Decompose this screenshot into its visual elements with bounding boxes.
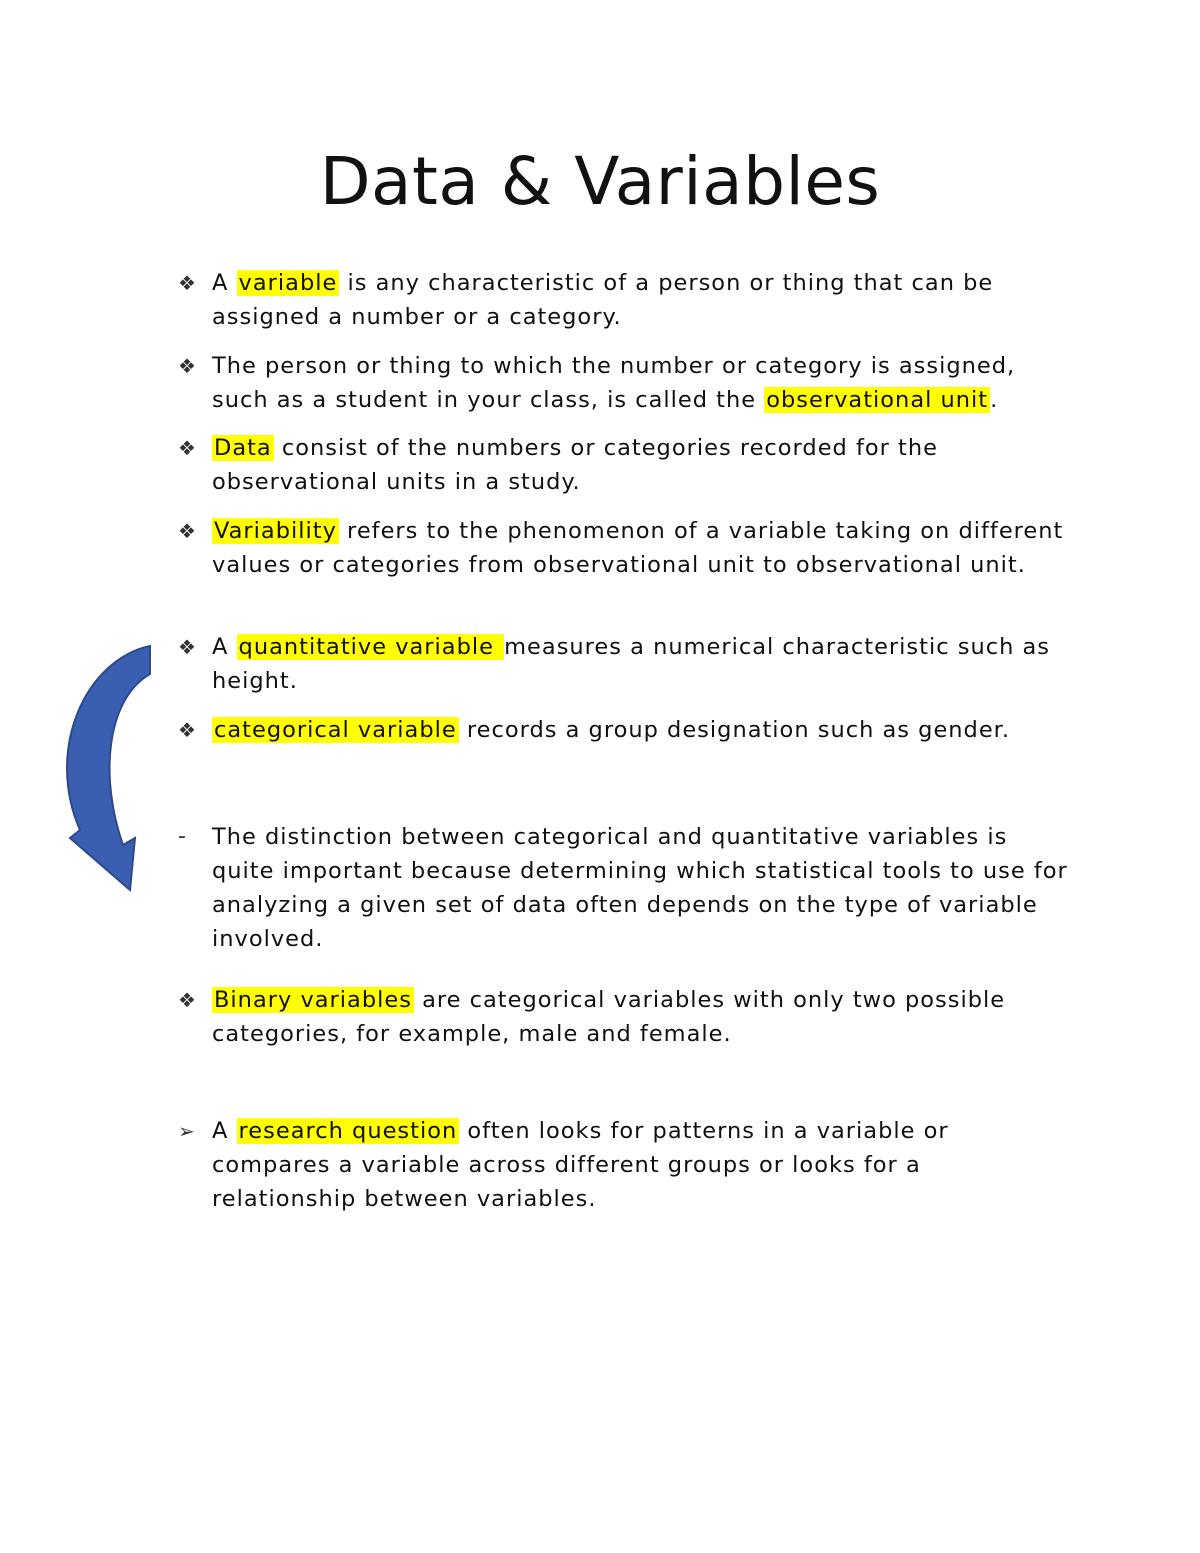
list-item-data: ❖ Data consist of the numbers or categories recorded for the observational units in a study. — [178, 431, 1068, 499]
dash-bullet-icon: - — [178, 824, 187, 849]
list-item-observational-unit: ❖ The person or thing to which the number or category is assigned, such as a student in your class, is called the observational unit. — [178, 349, 1068, 417]
highlighted-term: Data — [214, 435, 272, 461]
highlighted-term: Variability — [214, 518, 337, 544]
bullet-icon: ❖ — [178, 718, 197, 742]
highlighted-term: variable — [238, 270, 338, 296]
list-item-distinction: - The distinction between categorical and quantitative variables is quite important because determining which statistical tools to use for analyzing a given set of data often depends on the type of variable involved. — [178, 820, 1068, 956]
curved-arrow-icon — [55, 640, 155, 900]
highlighted-term: quantitative variable — [238, 634, 503, 660]
bullet-icon: ❖ — [178, 519, 197, 543]
bullet-icon: ❖ — [178, 271, 197, 295]
list-item-categorical-variable: ❖ categorical variable records a group designation such as gender. — [178, 713, 1068, 747]
bullet-icon: ❖ — [178, 354, 197, 378]
highlighted-term: observational unit — [766, 387, 989, 413]
bullet-icon: ❖ — [178, 436, 197, 460]
list-item-research-question: ➢ A research question often looks for patterns in a variable or compares a variable across different groups or looks for a relationship between variables. — [178, 1114, 1068, 1216]
highlighted-term: categorical variable — [214, 717, 457, 743]
arrowhead-bullet-icon: ➢ — [178, 1119, 196, 1143]
page-title: Data & Variables — [319, 143, 881, 220]
list-item-variable: ❖ A variable is any characteristic of a person or thing that can be assigned a number or a category. — [178, 266, 1068, 334]
bullet-icon: ❖ — [178, 635, 197, 659]
list-item-variability: ❖ Variability refers to the phenomenon of a variable taking on different values or categories from observational unit to observational unit. — [178, 514, 1068, 582]
list-item-quantitative-variable: ❖ A quantitative variable measures a numerical characteristic such as height. — [178, 630, 1068, 698]
bullet-icon: ❖ — [178, 988, 197, 1012]
highlighted-term: research question — [238, 1118, 458, 1144]
list-item-binary-variables: ❖ Binary variables are categorical variables with only two possible categories, for example, male and female. — [178, 983, 1068, 1051]
highlighted-term: Binary variables — [214, 987, 412, 1013]
